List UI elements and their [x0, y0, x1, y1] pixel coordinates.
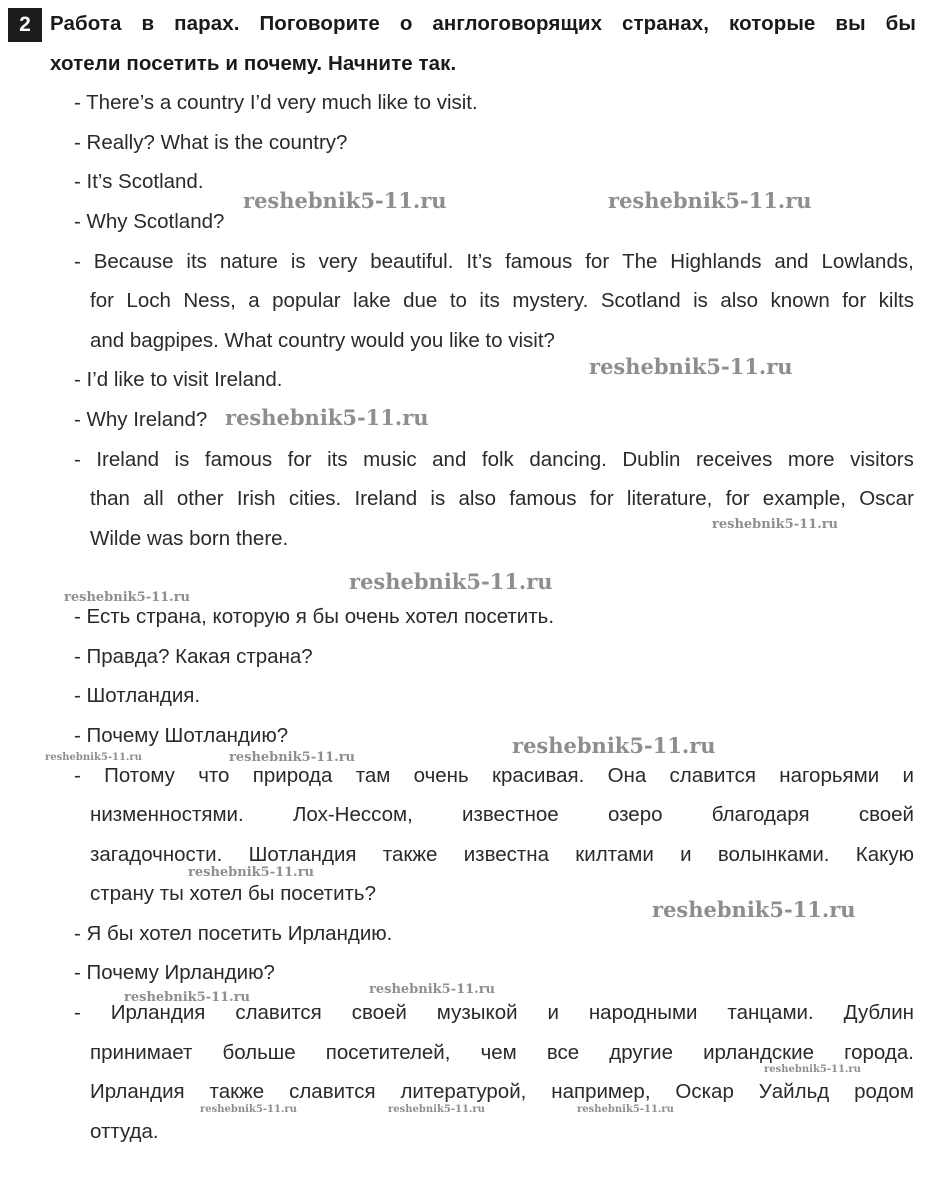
word: Потому — [104, 764, 175, 787]
word: and — [774, 250, 809, 273]
russian-line: - Правда? Какая страна? — [74, 645, 313, 668]
russian-line: страну ты хотел бы посетить? — [90, 882, 376, 905]
word: нагорьями — [779, 764, 880, 787]
task-instruction-line-1 — [50, 12, 916, 36]
watermark: reshebnik5-11.ru — [764, 1064, 861, 1075]
word: Irish — [236, 487, 276, 510]
word: example, — [762, 487, 846, 510]
word: a — [248, 289, 260, 312]
word: парах. — [174, 12, 240, 35]
word: все — [546, 1041, 580, 1064]
word: Она — [607, 764, 647, 787]
word: килтами — [575, 843, 654, 866]
word: - — [74, 764, 81, 787]
word: is — [430, 487, 446, 510]
word: is — [693, 289, 708, 312]
russian-line — [90, 843, 914, 867]
word: dancing. — [529, 448, 607, 471]
watermark: reshebnik5-11.ru — [64, 590, 191, 605]
word: своей — [351, 1001, 407, 1024]
word: beautiful. — [370, 250, 454, 273]
word: красивая. — [491, 764, 585, 787]
english-line: - Why Scotland? — [74, 210, 225, 233]
word: в — [141, 12, 155, 35]
word: also — [720, 289, 758, 312]
word: и — [680, 843, 692, 866]
russian-line: - Шотландия. — [74, 684, 201, 707]
word: например, — [551, 1080, 651, 1103]
word: ирландские — [703, 1041, 814, 1064]
word: Lowlands, — [821, 250, 914, 273]
russian-line: - Почему Шотландию? — [74, 724, 289, 747]
word: родом — [854, 1080, 914, 1103]
russian-line — [90, 1080, 914, 1104]
russian-line: - Есть страна, которую я бы очень хотел посетить. — [74, 605, 555, 628]
russian-line: оттуда. — [90, 1120, 159, 1143]
word: - — [74, 1001, 81, 1024]
word: вы — [835, 12, 866, 35]
word: музыкой — [436, 1001, 518, 1024]
english-line: - Really? What is the country? — [74, 131, 348, 154]
word: волынками. — [717, 843, 830, 866]
word: than — [90, 487, 130, 510]
word: for — [287, 448, 312, 471]
word: странах, — [622, 12, 710, 35]
word: Ирландия — [90, 1080, 185, 1103]
word: Loch — [126, 289, 171, 312]
word: to — [449, 289, 467, 312]
word: славится — [235, 1001, 322, 1024]
word: - — [74, 448, 81, 471]
word: popular — [272, 289, 341, 312]
word: благодаря — [711, 803, 810, 826]
english-line — [74, 448, 914, 472]
word: озеро — [607, 803, 663, 826]
word: англоговорящих — [432, 12, 603, 35]
watermark: reshebnik5-11.ru — [512, 733, 716, 758]
word: танцами. — [727, 1001, 814, 1024]
word: famous — [204, 448, 273, 471]
english-line: Wilde was born there. — [90, 527, 289, 550]
word: famous — [505, 250, 573, 273]
word: загадочности. — [90, 843, 223, 866]
watermark: reshebnik5-11.ru — [225, 405, 429, 430]
task-instruction-line-2: хотели посетить и почему. Начните так. — [50, 52, 457, 75]
word: низменностями. — [90, 803, 244, 826]
word: its — [327, 448, 348, 471]
word: Лох-Нессом, — [292, 803, 413, 826]
word: что — [198, 764, 230, 787]
watermark: reshebnik5-11.ru — [229, 750, 356, 765]
exercise-number-badge: 2 — [8, 8, 42, 42]
word: for — [725, 487, 750, 510]
word: также — [209, 1080, 265, 1103]
word: своей — [858, 803, 914, 826]
english-line: and bagpipes. What country would you like to visit? — [90, 329, 555, 352]
russian-line: - Почему Ирландию? — [74, 961, 275, 984]
word: Ireland — [96, 448, 160, 471]
word: другие — [609, 1041, 673, 1064]
word: очень — [413, 764, 469, 787]
word: cities. — [288, 487, 342, 510]
word: Ирландия — [110, 1001, 206, 1024]
watermark: reshebnik5-11.ru — [188, 865, 315, 880]
word: города. — [844, 1041, 914, 1064]
word: for — [585, 250, 610, 273]
english-line — [90, 487, 914, 511]
word: its — [186, 250, 207, 273]
word: чем — [480, 1041, 517, 1064]
word: которые — [729, 12, 816, 35]
watermark: reshebnik5-11.ru — [124, 990, 251, 1005]
word: Highlands — [670, 250, 762, 273]
word: nature — [219, 250, 278, 273]
watermark: reshebnik5-11.ru — [589, 354, 793, 379]
word: природа — [252, 764, 333, 787]
english-line: - There’s a country I’d very much like to visit. — [74, 91, 478, 114]
word: литературой, — [400, 1080, 527, 1103]
word: Уайльд — [758, 1080, 830, 1103]
word: Оскар — [675, 1080, 734, 1103]
watermark: reshebnik5-11.ru — [369, 982, 496, 997]
word: Поговорите — [259, 12, 380, 35]
watermark: reshebnik5-11.ru — [200, 1104, 297, 1115]
word: its — [479, 289, 500, 312]
word: other — [176, 487, 224, 510]
word: Dublin — [622, 448, 681, 471]
word: славится — [669, 764, 757, 787]
russian-line — [74, 764, 914, 788]
word: visitors — [850, 448, 914, 471]
word: посетителей, — [325, 1041, 451, 1064]
word: due — [403, 289, 438, 312]
russian-line: - Я бы хотел посетить Ирландию. — [74, 922, 393, 945]
watermark: reshebnik5-11.ru — [243, 188, 447, 213]
english-line — [90, 289, 914, 313]
word: известное — [462, 803, 559, 826]
word: Ness, — [183, 289, 236, 312]
word: all — [143, 487, 164, 510]
word: Какую — [855, 843, 914, 866]
word: Шотландия — [248, 843, 357, 866]
word: music — [363, 448, 417, 471]
english-line: - Why Ireland? — [74, 408, 208, 431]
word: very — [318, 250, 358, 273]
watermark: reshebnik5-11.ru — [652, 897, 856, 922]
english-line: - I’d like to visit Ireland. — [74, 368, 283, 391]
word: literature, — [626, 487, 713, 510]
word: Oscar — [859, 487, 914, 510]
word: also — [458, 487, 497, 510]
watermark: reshebnik5-11.ru — [349, 569, 553, 594]
word: folk — [481, 448, 514, 471]
watermark: reshebnik5-11.ru — [577, 1104, 674, 1115]
watermark: reshebnik5-11.ru — [608, 188, 812, 213]
word: также — [382, 843, 438, 866]
word: Работа — [50, 12, 122, 35]
russian-line — [90, 1041, 914, 1065]
word: is — [290, 250, 306, 273]
word: for — [90, 289, 114, 312]
word: и — [547, 1001, 559, 1024]
english-line: - It’s Scotland. — [74, 170, 204, 193]
word: принимает — [90, 1041, 193, 1064]
watermark: reshebnik5-11.ru — [45, 752, 142, 763]
word: mystery. — [512, 289, 589, 312]
word: The — [622, 250, 658, 273]
english-line — [74, 250, 914, 274]
word: kilts — [878, 289, 914, 312]
word: о — [399, 12, 413, 35]
word: lake — [353, 289, 391, 312]
word: receives — [695, 448, 773, 471]
word: народными — [588, 1001, 698, 1024]
word: Because — [93, 250, 174, 273]
word: славится — [289, 1080, 376, 1103]
word: and — [432, 448, 467, 471]
watermark: reshebnik5-11.ru — [388, 1104, 485, 1115]
word: и — [902, 764, 914, 787]
word: famous — [509, 487, 577, 510]
word: known — [770, 289, 830, 312]
word: more — [787, 448, 835, 471]
word: там — [355, 764, 391, 787]
word: известна — [463, 843, 550, 866]
word: бы — [885, 12, 916, 35]
word: Scotland — [600, 289, 681, 312]
watermark: reshebnik5-11.ru — [712, 517, 839, 532]
word: Ireland — [354, 487, 418, 510]
word: больше — [222, 1041, 296, 1064]
word: for — [842, 289, 867, 312]
word: Дублин — [843, 1001, 914, 1024]
russian-line — [90, 803, 914, 827]
word: - — [74, 250, 81, 273]
word: is — [174, 448, 190, 471]
word: for — [589, 487, 614, 510]
word: It’s — [466, 250, 493, 273]
